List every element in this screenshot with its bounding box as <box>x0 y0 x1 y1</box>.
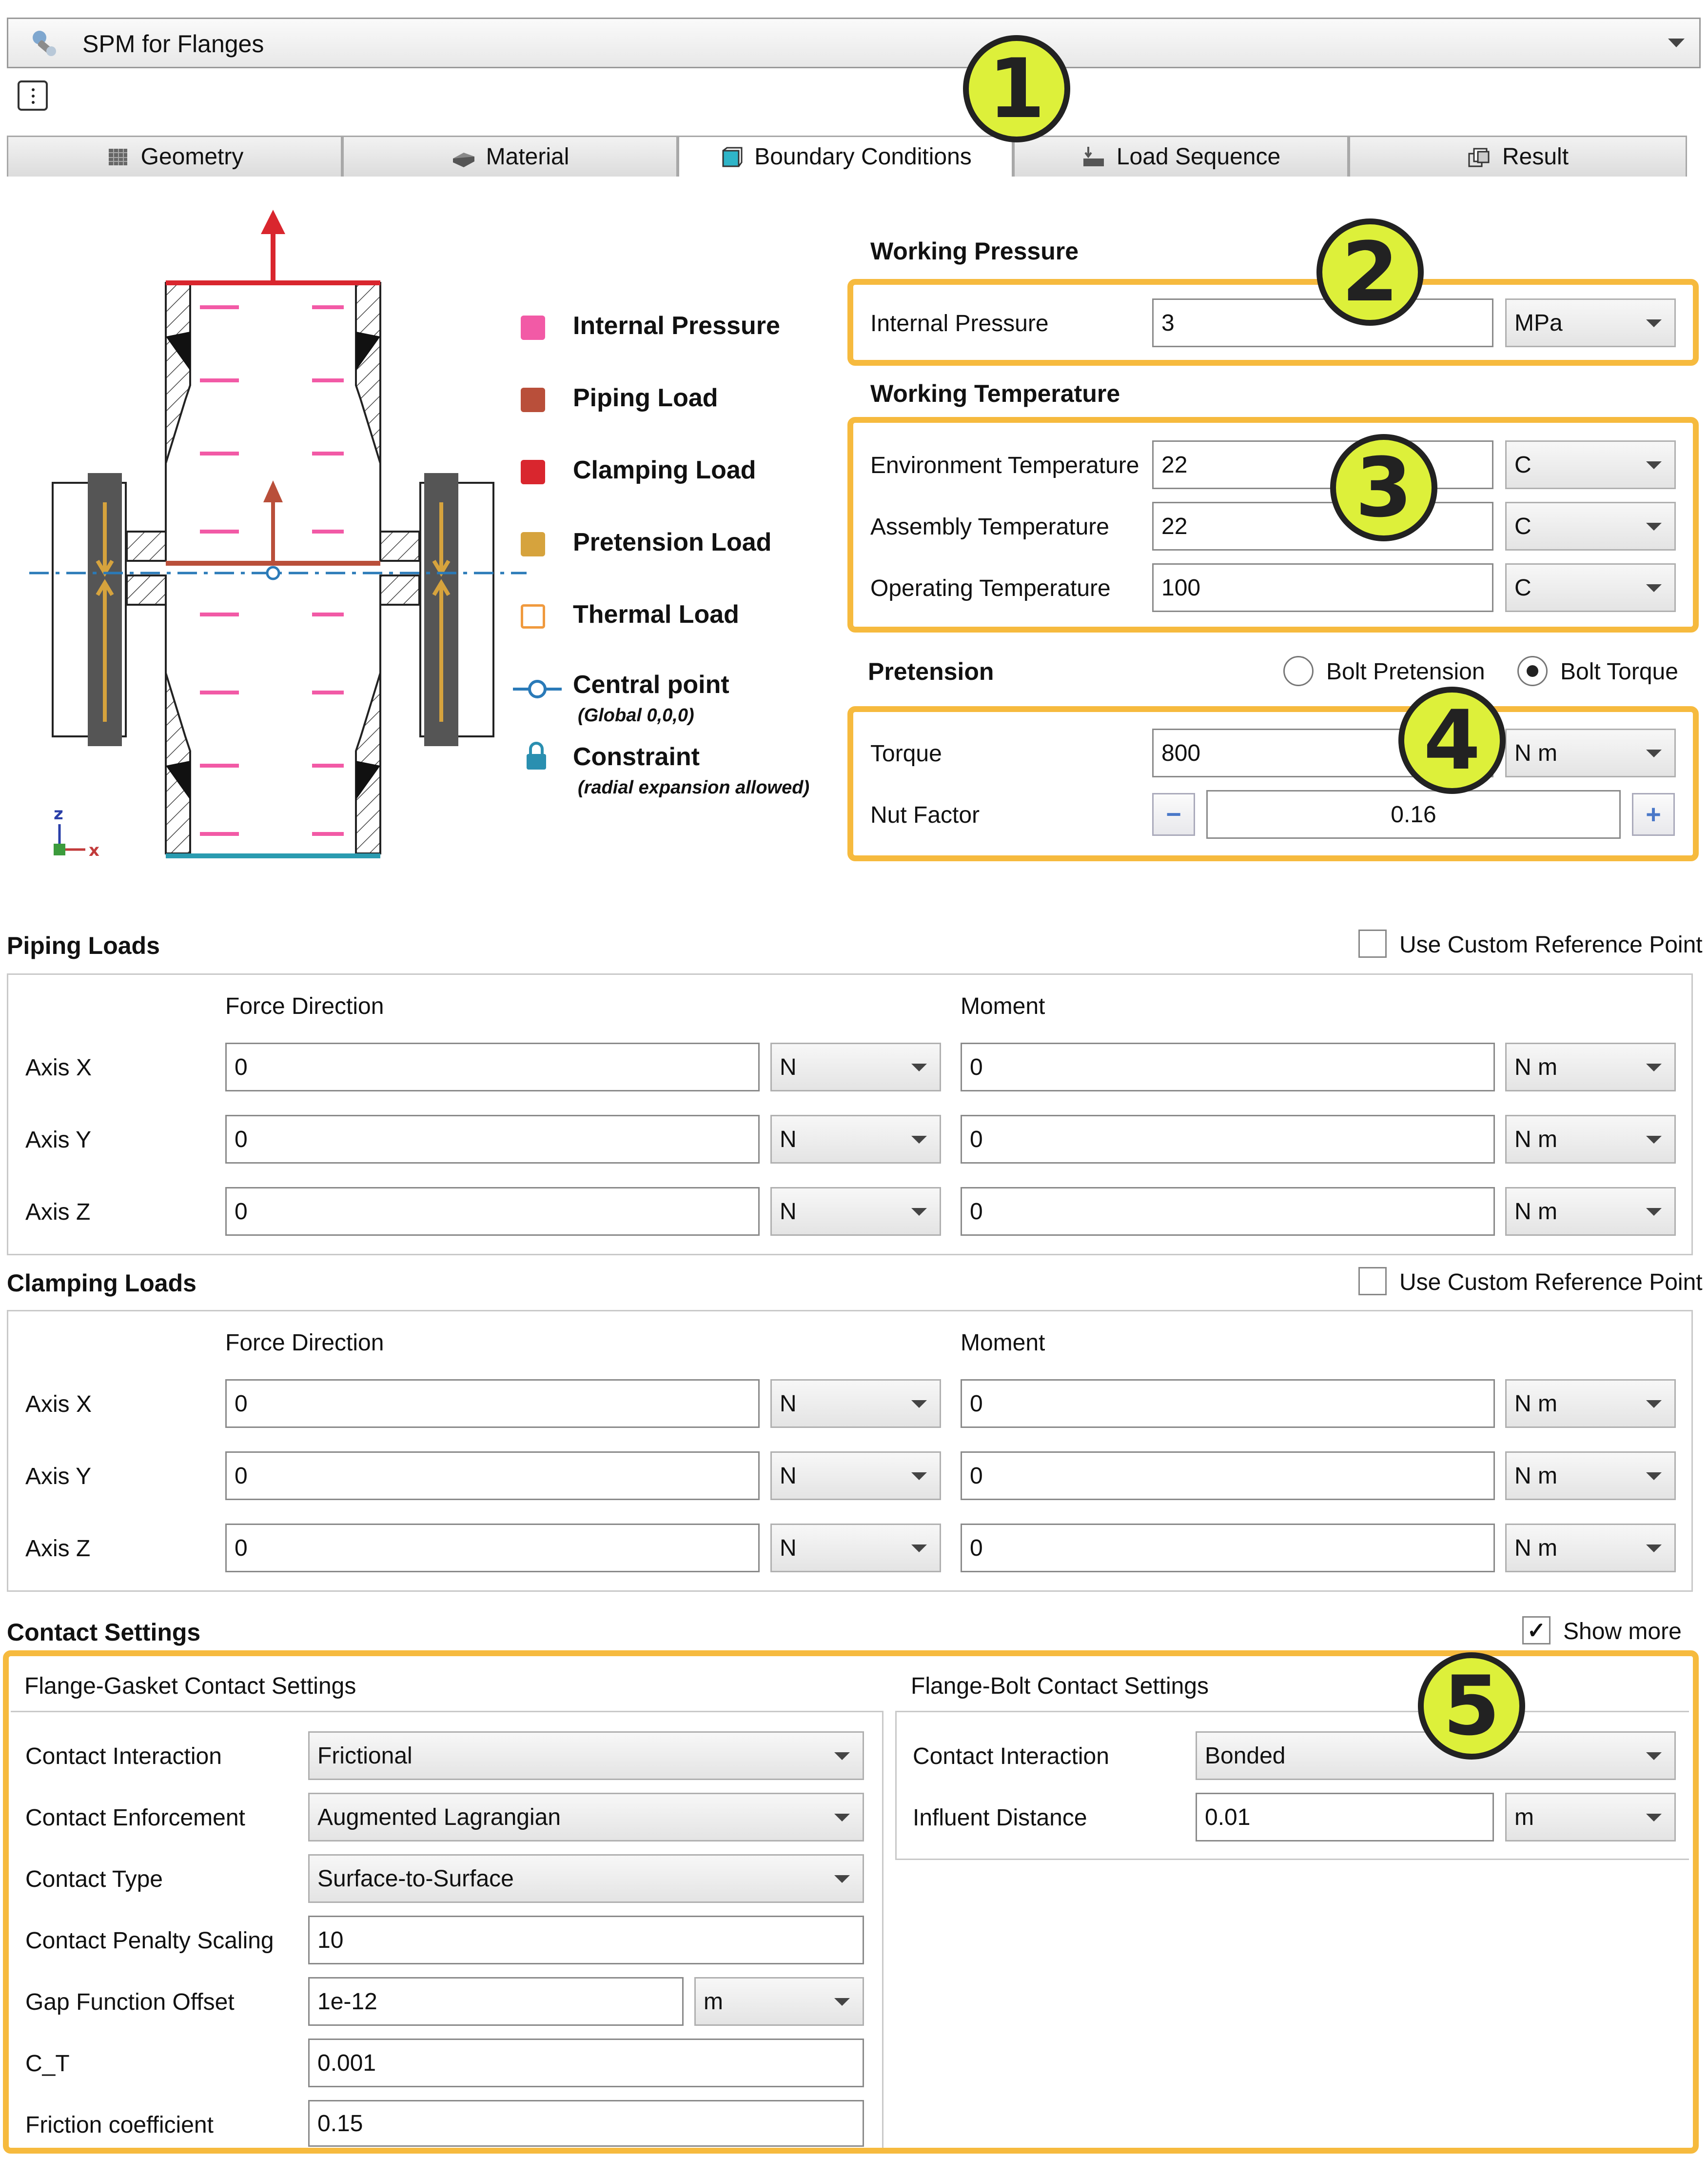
central-point-icon <box>513 677 562 701</box>
clamping-force-y-unit-select[interactable]: N <box>770 1451 941 1500</box>
bolt-torque-label: Bolt Torque <box>1560 659 1678 685</box>
gasket-gap-label: Gap Function Offset <box>25 1989 235 2015</box>
clamping-force-y-input[interactable]: 0 <box>225 1451 760 1500</box>
piping-force-y-input[interactable]: 0 <box>225 1115 760 1164</box>
gasket-enforcement-select[interactable]: Augmented Lagrangian <box>308 1793 864 1841</box>
clamping-axis-x-label: Axis X <box>25 1391 92 1417</box>
tab-boundary-conditions[interactable] <box>678 136 1013 177</box>
tab-material[interactable] <box>342 136 678 177</box>
piping-moment-x-unit-select[interactable]: N m <box>1505 1043 1676 1091</box>
result-icon <box>1467 146 1492 168</box>
callout-badge-3: 3 <box>1330 434 1437 541</box>
legend-pretension-load: Pretension Load <box>573 528 772 556</box>
tab-label: Geometry <box>140 144 244 170</box>
nut-factor-label: Nut Factor <box>870 802 980 828</box>
legend-constraint: Constraint <box>573 743 700 771</box>
piping-force-x-unit-select[interactable]: N <box>770 1043 941 1091</box>
piping-moment-y-input[interactable]: 0 <box>961 1115 1495 1164</box>
lock-icon <box>526 741 547 771</box>
bolt-pretension-label: Bolt Pretension <box>1326 659 1485 685</box>
internal-pressure-input[interactable]: 3 <box>1152 298 1493 347</box>
bolt-distance-unit-select[interactable]: m <box>1505 1793 1676 1841</box>
contact-settings-title: Contact Settings <box>7 1619 201 1646</box>
piping-moment-z-unit-select[interactable]: N m <box>1505 1187 1676 1236</box>
boundary-icon <box>719 146 744 168</box>
tab-result[interactable] <box>1349 136 1687 177</box>
callout-badge-2: 2 <box>1316 218 1424 326</box>
legend-internal-pressure: Internal Pressure <box>573 312 780 340</box>
pretension-title: Pretension <box>868 658 994 685</box>
tab-bar <box>7 136 1687 177</box>
piping-custom-ref-label: Use Custom Reference Point <box>1399 932 1703 958</box>
legend-central-point: Central point <box>573 671 729 699</box>
clamping-moment-y-unit-select[interactable]: N m <box>1505 1451 1676 1500</box>
nut-factor-increment-button[interactable]: + <box>1632 793 1675 836</box>
piping-loads-title: Piping Loads <box>7 932 160 959</box>
axis-x-label: x <box>89 841 99 860</box>
gasket-friction-label: Friction coefficient <box>25 2112 214 2138</box>
piping-custom-ref-checkbox[interactable] <box>1358 930 1387 958</box>
piping-moment-y-unit-select[interactable]: N m <box>1505 1115 1676 1164</box>
gasket-penalty-input[interactable]: 10 <box>308 1916 864 1964</box>
tab-label: Material <box>486 144 569 170</box>
operating-temperature-unit-select[interactable]: C <box>1505 563 1676 612</box>
internal-pressure-swatch <box>521 316 545 340</box>
clamping-moment-x-unit-select[interactable]: N m <box>1505 1379 1676 1428</box>
legend-central-point-sub: (Global 0,0,0) <box>578 705 694 726</box>
show-more-checkbox[interactable]: ✓ <box>1522 1616 1551 1644</box>
internal-pressure-unit-select[interactable]: MPa <box>1505 298 1676 347</box>
gasket-interaction-label: Contact Interaction <box>25 1743 222 1769</box>
app-title: SPM for Flanges <box>82 30 264 58</box>
piping-axis-x-label: Axis X <box>25 1055 92 1081</box>
clamping-axis-z-label: Axis Z <box>25 1536 91 1562</box>
gasket-friction-input[interactable]: 0.15 <box>308 2100 864 2147</box>
gasket-enforcement-label: Contact Enforcement <box>25 1805 245 1831</box>
piping-moment-z-input[interactable]: 0 <box>961 1187 1495 1236</box>
pretension-load-swatch <box>521 532 545 556</box>
legend-thermal-load: Thermal Load <box>573 600 739 629</box>
bolt-settings-title: Flange-Bolt Contact Settings <box>911 1673 1209 1699</box>
piping-load-swatch <box>521 388 545 412</box>
clamping-custom-ref-checkbox[interactable] <box>1358 1267 1387 1295</box>
clamping-moment-header: Moment <box>961 1330 1045 1356</box>
gasket-ct-label: C_T <box>25 2051 70 2077</box>
nut-factor-input[interactable]: 0.16 <box>1206 790 1621 839</box>
bolt-pretension-radio[interactable] <box>1283 656 1314 686</box>
gasket-gap-unit-select[interactable]: m <box>694 1977 864 2026</box>
torque-input[interactable]: 800 <box>1152 729 1493 777</box>
clamping-moment-y-input[interactable]: 0 <box>961 1451 1495 1500</box>
bolt-distance-input[interactable]: 0.01 <box>1196 1793 1494 1841</box>
assembly-temperature-input[interactable]: 22 <box>1152 502 1493 551</box>
gasket-gap-input[interactable]: 1e-12 <box>308 1977 684 2026</box>
tab-label: Load Sequence <box>1116 144 1281 170</box>
material-icon <box>451 146 475 168</box>
show-more-label: Show more <box>1563 1619 1682 1644</box>
callout-badge-1: 1 <box>963 35 1070 142</box>
clamping-force-z-unit-select[interactable]: N <box>770 1524 941 1572</box>
kebab-menu-icon[interactable] <box>18 80 48 111</box>
environment-temperature-input[interactable]: 22 <box>1152 440 1493 489</box>
assembly-temperature-label: Assembly Temperature <box>870 514 1109 540</box>
clamping-moment-z-unit-select[interactable]: N m <box>1505 1524 1676 1572</box>
clamping-force-x-unit-select[interactable]: N <box>770 1379 941 1428</box>
torque-label: Torque <box>870 741 942 767</box>
bolt-interaction-select[interactable]: Bonded <box>1196 1731 1676 1780</box>
clamping-custom-ref-label: Use Custom Reference Point <box>1399 1269 1703 1295</box>
operating-temperature-label: Operating Temperature <box>870 575 1111 601</box>
operating-temperature-input[interactable]: 100 <box>1152 563 1493 612</box>
gasket-interaction-select[interactable]: Frictional <box>308 1731 864 1780</box>
bolt-interaction-label: Contact Interaction <box>913 1743 1109 1769</box>
bolt-torque-radio[interactable] <box>1517 656 1548 686</box>
clamping-moment-x-input[interactable]: 0 <box>961 1379 1495 1428</box>
piping-force-z-input[interactable]: 0 <box>225 1187 760 1236</box>
piping-force-z-unit-select[interactable]: N <box>770 1187 941 1236</box>
flange-diagram <box>20 210 527 883</box>
chevron-down-icon[interactable] <box>1668 39 1685 47</box>
tab-load-sequence[interactable] <box>1013 136 1349 177</box>
thermal-load-swatch <box>521 604 545 629</box>
clamping-force-x-input[interactable]: 0 <box>225 1379 760 1428</box>
tab-geometry[interactable] <box>7 136 342 177</box>
internal-pressure-label: Internal Pressure <box>870 311 1049 337</box>
gasket-settings-title: Flange-Gasket Contact Settings <box>24 1673 356 1699</box>
gasket-type-label: Contact Type <box>25 1866 163 1892</box>
clamping-load-swatch <box>521 460 545 484</box>
piping-axis-z-label: Axis Z <box>25 1199 91 1225</box>
callout-badge-5: 5 <box>1418 1652 1525 1760</box>
legend-clamping-load: Clamping Load <box>573 456 756 484</box>
tab-label: Boundary Conditions <box>754 144 972 170</box>
torque-unit-select[interactable]: N m <box>1505 729 1676 777</box>
legend-constraint-sub: (radial expansion allowed) <box>578 777 810 798</box>
gasket-ct-input[interactable]: 0.001 <box>308 2039 864 2087</box>
clamping-force-header: Force Direction <box>225 1330 384 1356</box>
geometry-icon <box>106 146 130 168</box>
clamping-moment-z-input[interactable]: 0 <box>961 1524 1495 1572</box>
axis-z-label: z <box>54 804 63 824</box>
piping-moment-x-input[interactable]: 0 <box>961 1043 1495 1091</box>
gasket-penalty-label: Contact Penalty Scaling <box>25 1928 274 1954</box>
clamping-force-z-input[interactable]: 0 <box>225 1524 760 1572</box>
legend-piping-load: Piping Load <box>573 384 718 412</box>
working-pressure-title: Working Pressure <box>870 238 1079 265</box>
piping-force-x-input[interactable]: 0 <box>225 1043 760 1091</box>
environment-temperature-label: Environment Temperature <box>870 453 1139 478</box>
piping-force-y-unit-select[interactable]: N <box>770 1115 941 1164</box>
tab-label: Result <box>1502 144 1569 170</box>
bolt-distance-label: Influent Distance <box>913 1805 1087 1831</box>
assembly-temperature-unit-select[interactable]: C <box>1505 502 1676 551</box>
working-temperature-title: Working Temperature <box>870 380 1120 407</box>
load-sequence-icon <box>1081 146 1106 168</box>
piping-force-header: Force Direction <box>225 993 384 1019</box>
environment-temperature-unit-select[interactable]: C <box>1505 440 1676 489</box>
callout-badge-4: 4 <box>1398 687 1506 794</box>
wrench-icon <box>29 28 60 59</box>
app-selector[interactable] <box>7 18 1701 68</box>
piping-axis-y-label: Axis Y <box>25 1127 92 1153</box>
clamping-loads-title: Clamping Loads <box>7 1269 196 1297</box>
gasket-type-select[interactable]: Surface-to-Surface <box>308 1854 864 1903</box>
nut-factor-decrement-button[interactable]: − <box>1152 793 1195 836</box>
piping-moment-header: Moment <box>961 993 1045 1019</box>
clamping-axis-y-label: Axis Y <box>25 1464 92 1489</box>
